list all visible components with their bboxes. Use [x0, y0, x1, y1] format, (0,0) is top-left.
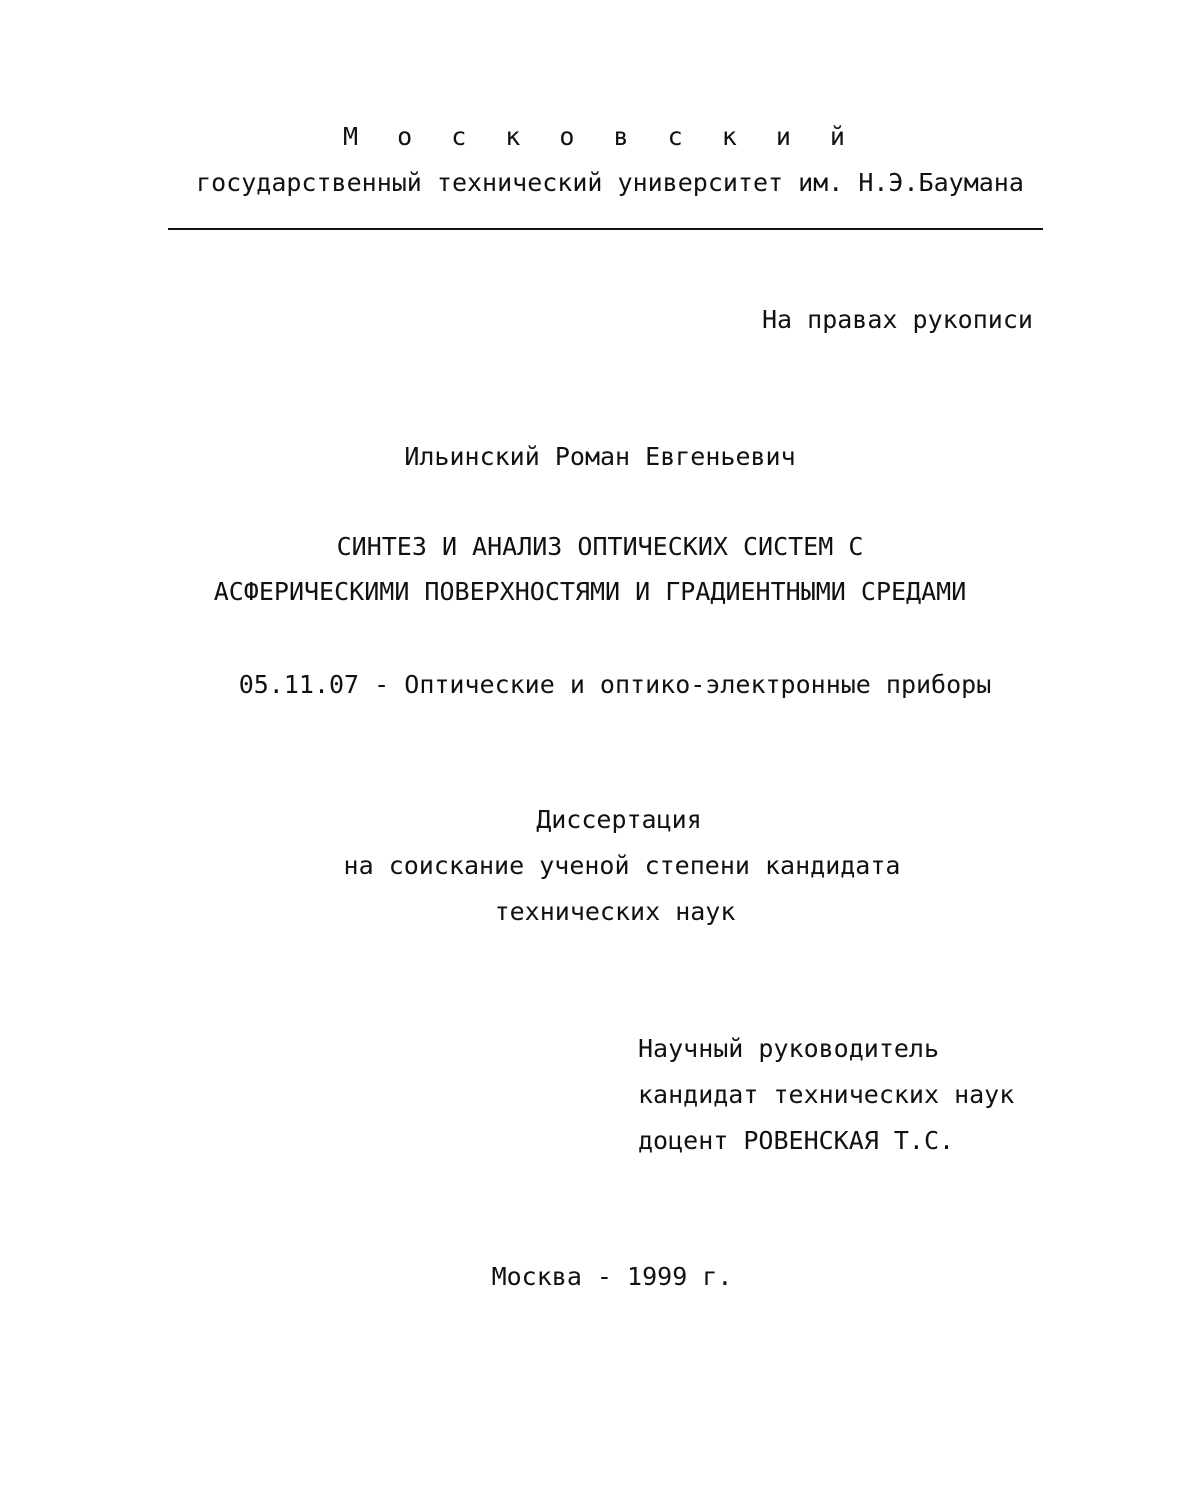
- supervisor-degree: кандидат технических наук: [638, 1080, 1015, 1109]
- institution-line-1: М о с к о в с к и й: [343, 122, 857, 151]
- author-name: Ильинский Роман Евгеньевич: [404, 442, 796, 471]
- title-line-1: СИНТЕЗ И АНАЛИЗ ОПТИЧЕСКИХ СИСТЕМ С: [336, 532, 864, 561]
- dissertation-label: Диссертация: [536, 805, 702, 834]
- degree-line: на соискание ученой степени кандидата: [343, 851, 901, 880]
- specialty-code: 05.11.07 - Оптические и оптико-электронные приборы: [238, 670, 992, 699]
- title-line-2: АСФЕРИЧЕСКИМИ ПОВЕРХНОСТЯМИ И ГРАДИЕНТНЫМИ СРЕДАМИ: [213, 577, 967, 606]
- science-field: технических наук: [494, 897, 736, 926]
- supervisor-label: Научный руководитель: [638, 1034, 940, 1063]
- manuscript-note: На правах рукописи: [762, 305, 1033, 334]
- place-and-year: Москва - 1999 г.: [491, 1262, 733, 1291]
- institution-line-2: государственный технический университет им. Н.Э.Баумана: [196, 168, 1024, 197]
- supervisor-name: доцент РОВЕНСКАЯ Т.С.: [638, 1126, 955, 1155]
- header-divider: [168, 228, 1043, 230]
